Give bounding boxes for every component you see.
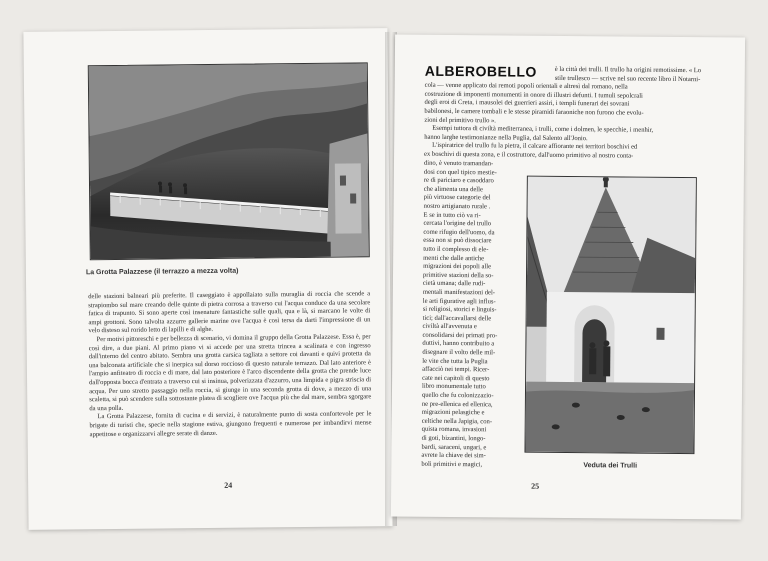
text-line: si religiosi, storici e linguis-	[422, 305, 497, 314]
paragraph: Per motivi pittoreschi e per bellezza di scenario, vi domina il gruppo della Grotta Palazzese. Essa è, per così dire, a due piani. Al primo piano vi si accede per una stretta trincea a scalinata e con ingresso dall'interno del centro abitato. Sembra una grotta carsica tagliata a settore coi davanti e quivi protetta da una balconata artificiale che si inerpica sul dorso roccioso di questo naturale terrazzo. Dal lato anteriore è l'ampio anfiteatro di roccia e di mare, dal lato posteriore è l'arco discendente della grotta che prende luce dall'opposta bocca d'entrata a traverso cui si insinua, polverizzata d'azzurro, una limpida e pigra striscia di acqua. Per uno stretto passaggio nella roccia, si giunge in una seconda grotta di dove, a mezzo di una scaletta, si può scendere sulla sottostante platea di scogliere ove l'acqua più che dal mare, sembra sgorgare da una polla.	[88, 333, 372, 412]
paragraph: delle stazioni balneari più preferite. Il caseggiato è appollaiato sulla muraglia di roccia che scende a strapiombo sul mare creando delle quinte di pietra corrosa a traverso cui l'acqua conduce da una secolare fatica di trapunto. Si sono aperte così insenature fantastiche sulle quali, qua e là, si marcano le volte di ampi grottoni. Sono talvolta azzurre gallerie marine ove l'acqua è così tersa da darti l'impressione di un velo disteso sul rorido letto di lapilli e di alghe.	[88, 290, 371, 335]
text-line: civiltà all'avvenuta e	[422, 323, 477, 331]
text-line: cercata l'origine del trullo	[423, 219, 492, 228]
text-line: stile trullesco — scrive nel suo recente libro il Notarni-	[554, 74, 701, 83]
text-line: avrete la chiave dei sim-	[421, 451, 486, 460]
text-line: libro monumentale tutto	[422, 383, 486, 391]
text-line: costruzione di imponenti monumenti in onore di illustri defunti. I tumuli sepolcrali	[424, 90, 643, 100]
text-line: boli primitivi e magici,	[421, 460, 483, 469]
text-line: ex boschivi di questa zona, e il costruttore, dall'uomo primitivo al nostro conta-	[424, 150, 634, 160]
text-line: hanno larghe testimonianze nella Puglia, dal Salento all'Jonio.	[424, 133, 588, 142]
text-line: migrazioni pelasgiche e	[421, 408, 485, 417]
text-line: nostro artigianato rurale .	[423, 202, 491, 211]
text-line: degli eroi di Creta, i mausolei dei guerrieri assiri, i templi funerari dei sovrani	[424, 99, 630, 108]
text-line: essa non si può dissociare	[423, 237, 492, 245]
trulli-photo-drawing	[525, 177, 695, 453]
text-line: menti che dalle antiche	[423, 254, 485, 262]
paragraph: La Grotta Palazzese, fornita di cucina e di servizi, è naturalmente punto di sosta confortevole per le brigate di turisti che, specie nella stagione estiva, giungono frequenti e numerose per imbandirvi mense appetitose e organizzarvi allegre serate di danze.	[89, 410, 372, 438]
text-line: cola — venne applicato dai remoti popoli orientali e altresì dal romano, nella	[424, 81, 628, 91]
text-line: dino, è venuto tramandan-	[423, 159, 494, 168]
text-line: zioni del primitivo trullo ».	[424, 116, 497, 124]
text-line: più virtuose categorie del	[423, 194, 491, 202]
grotta-photo-drawing	[89, 63, 369, 259]
text-line: le vite che tutta la Puglia	[422, 357, 488, 365]
text-line: le arti figurative agli influs-	[422, 297, 496, 305]
trulli-photo	[524, 176, 696, 454]
text-line: disegnare il volto delle mil-	[422, 348, 496, 357]
text-line: ne pre-ellenica ed ellenica,	[421, 400, 493, 408]
text-line: quello che fu colonizzazio-	[421, 391, 494, 400]
text-line: babilonesi, le camere tombali e le stesse piramidi faraoniche non furono che evolu-	[424, 107, 644, 117]
text-line: Esempi tuttora di civiltà mediterranea, i trulli, come i dolmen, le specchie, i menhir,	[432, 124, 654, 134]
text-line: bardi, saraceni, ungari, e	[421, 443, 487, 451]
text-line: primitive stazioni della so-	[422, 271, 494, 280]
text-line: cietà umana; dalle rudi-	[422, 280, 486, 288]
text-line: tutto il complesso di ele-	[423, 245, 489, 254]
right-page-intro	[424, 62, 721, 162]
text-line: mentali manifestazioni del-	[422, 288, 496, 297]
right-page	[391, 34, 745, 519]
text-line: re di pariciaro e casoddaro	[423, 176, 494, 185]
text-line: migrazioni dei popoli alle	[423, 262, 492, 271]
text-line: tici; dall'accavallarsi delle	[422, 314, 492, 323]
text-line: E se in tutto ciò va ri-	[423, 211, 481, 219]
text-line: di goti, bizantini, longo-	[421, 434, 486, 443]
left-page	[23, 28, 392, 530]
text-line: che alimenta una delle	[423, 185, 483, 194]
page-number: 25	[531, 481, 540, 491]
text-line: duttivi, hanno contribuito a	[422, 340, 495, 348]
left-page-body	[88, 290, 372, 439]
grotta-palazzese-photo	[88, 62, 370, 260]
text-line: consolidarsi dei primati pro-	[422, 331, 498, 340]
text-line: celtiche nella Japigia, con-	[421, 417, 493, 426]
text-line: L'ispiratrice del trullo fu la pietra, il calcare affiorante nei territori boschivi ed	[432, 142, 638, 151]
text-line: affacciò nei tempi. Ricer-	[422, 365, 490, 374]
text-line: cate nei capitoli di questo	[422, 374, 490, 383]
text-line: è la città dei trulli. Il trullo ha origini remotissime. « Lo	[554, 65, 702, 75]
text-line: come rifugio dell'uomo, da	[423, 228, 495, 237]
page-number: 24	[224, 480, 233, 490]
photo-caption: Veduta dei Trulli	[583, 462, 638, 470]
text-line: quista romana, invasioni	[421, 426, 487, 434]
right-page-column	[421, 160, 520, 470]
photo-caption: La Grotta Palazzese (il terrazzo a mezza volta)	[85, 267, 239, 277]
chapter-title: ALBEROBELLO	[424, 62, 537, 80]
text-line: dosi con quel tipico mestie-	[423, 168, 497, 176]
